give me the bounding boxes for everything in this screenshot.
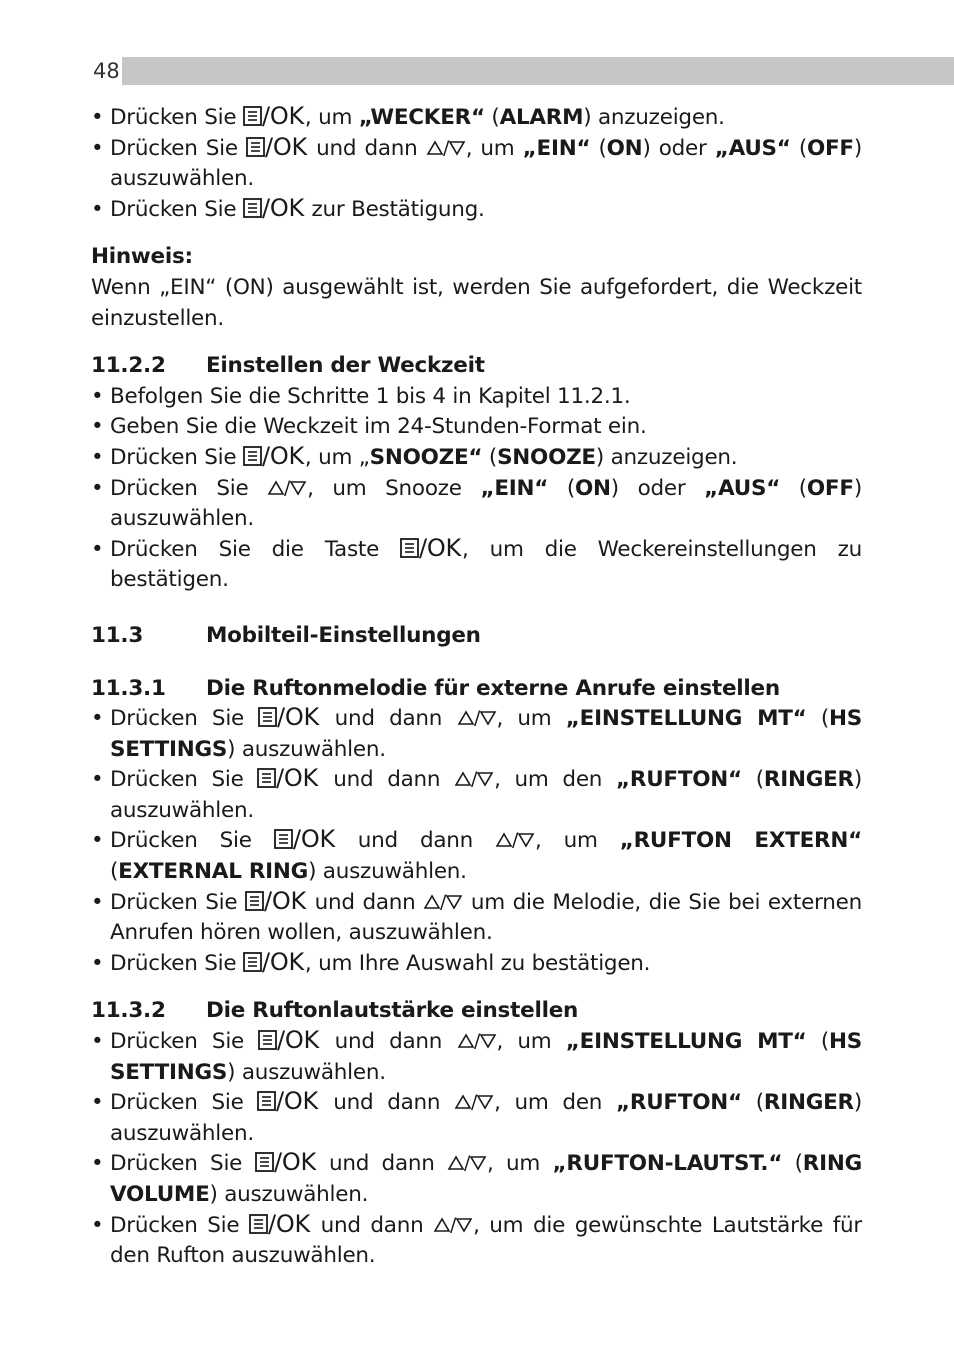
- nav-separator: /: [440, 893, 447, 910]
- nav-separator: /: [473, 1033, 480, 1050]
- list-item: • Drücken Sie /OK und dann / , um „EINSTELLUNG MT“ (HS SETTINGS) auszuwählen.: [91, 704, 862, 765]
- ok-key-label: /OK: [261, 195, 304, 220]
- section-heading: 11.3 Mobilteil-Einstellungen: [91, 622, 481, 648]
- ok-key-label: /OK: [264, 888, 306, 913]
- nav-separator: /: [464, 1155, 471, 1172]
- menu-ok-key-icon: [255, 1150, 317, 1174]
- list-item: • Drücken Sie /OK und dann / , um „RUFTON-LAUTST.“ (RING VOLUME) auszuwählen.: [91, 1149, 862, 1210]
- section-heading: 11.2.2 Einstellen der Weckzeit: [91, 353, 485, 379]
- section-11-3-1: [91, 674, 862, 980]
- up-down-arrow-icon: [433, 1217, 473, 1233]
- menu-ok-key-icon: [243, 104, 305, 128]
- up-down-arrow-icon: [423, 894, 463, 910]
- up-down-arrow-icon: [454, 771, 494, 787]
- menu-ok-key-icon: [243, 196, 305, 220]
- ok-key-label: /OK: [292, 827, 335, 852]
- note-block: [91, 242, 862, 334]
- up-down-arrow-icon: [267, 480, 307, 496]
- nav-separator: /: [471, 771, 478, 788]
- list-item: • Drücken Sie /OK und dann / um die Melodie, die Sie bei externen Anrufen hören wollen, auszuwählen.: [91, 888, 862, 949]
- ok-key-label: /OK: [265, 134, 307, 159]
- section-11-3-2: [91, 996, 862, 1271]
- menu-ok-key-icon: [257, 1089, 319, 1113]
- note-text: Wenn „EIN“ (ON) ausgewählt ist, werden Sie aufgefordert, die Weckzeit einzustellen.: [91, 274, 862, 331]
- section-11-2-2: [91, 351, 862, 596]
- ok-key-label: /OK: [261, 949, 304, 974]
- menu-ok-key-icon: [258, 1028, 320, 1052]
- nav-separator: /: [284, 479, 291, 496]
- list-item: • Drücken Sie /OK zur Bestätigung.: [91, 195, 862, 226]
- menu-ok-key-icon: [257, 766, 319, 790]
- list-item: • Drücken Sie /OK , um „WECKER“ (ALARM) anzuzeigen.: [91, 103, 862, 134]
- up-down-arrow-icon: [447, 1155, 487, 1171]
- page-header-bar: [90, 57, 954, 85]
- ok-key-label: /OK: [276, 1089, 319, 1114]
- nav-separator: /: [473, 710, 480, 727]
- ok-key-label: /OK: [267, 1211, 310, 1236]
- menu-ok-key-icon: [249, 1212, 311, 1236]
- alarm-steps-list: [91, 103, 862, 225]
- ok-key-label: /OK: [273, 1150, 316, 1175]
- list-item: • Drücken Sie /OK und dann / , um „EIN“ (ON) oder „AUS“ (OFF) auszuwählen.: [91, 134, 862, 195]
- up-down-arrow-icon: [495, 832, 535, 848]
- up-down-arrow-icon: [426, 140, 466, 156]
- list-item: • Drücken Sie /OK und dann / , um die gewünschte Lautstärke für den Rufton auszuwählen.: [91, 1211, 862, 1272]
- up-down-arrow-icon: [457, 1033, 497, 1049]
- nav-separator: /: [471, 1094, 478, 1111]
- menu-ok-key-icon: [246, 135, 308, 159]
- up-down-arrow-icon: [454, 1094, 494, 1110]
- list-item: • Geben Sie die Weckzeit im 24-Stunden-Format ein.: [91, 412, 862, 443]
- list-item: • Drücken Sie /OK und dann / , um den „RUFTON“ (RINGER) auszuwählen.: [91, 1088, 862, 1149]
- list-item: • Drücken Sie /OK und dann / , um den „RUFTON“ (RINGER) auszuwählen.: [91, 765, 862, 826]
- menu-ok-key-icon: [258, 705, 320, 729]
- page-number: 48: [90, 57, 122, 85]
- ok-key-label: /OK: [261, 443, 304, 468]
- menu-ok-key-icon: [274, 827, 336, 851]
- ok-key-label: /OK: [261, 104, 304, 128]
- list-item: • Drücken Sie /OK , um „SNOOZE“ (SNOOZE) anzuzeigen.: [91, 443, 862, 474]
- menu-ok-key-icon: [245, 889, 307, 913]
- menu-ok-key-icon: [243, 444, 305, 468]
- ok-key-label: /OK: [277, 1028, 320, 1053]
- section-heading: 11.3.1 Die Ruftonmelodie für externe Anrufe einstellen: [91, 675, 780, 701]
- menu-ok-key-icon: [243, 950, 305, 974]
- menu-ok-key-icon: [400, 536, 462, 560]
- list-item: • Drücken Sie / , um Snooze „EIN“ (ON) oder „AUS“ (OFF) auszuwählen.: [91, 474, 862, 535]
- ok-key-label: /OK: [276, 766, 319, 791]
- section-11-3: [91, 621, 862, 652]
- nav-separator: /: [442, 139, 449, 156]
- nav-separator: /: [512, 832, 519, 849]
- list-item: • Drücken Sie /OK und dann / , um „EINSTELLUNG MT“ (HS SETTINGS) auszuwählen.: [91, 1027, 862, 1088]
- ok-key-label: /OK: [419, 535, 461, 560]
- ok-key-label: /OK: [277, 705, 320, 730]
- nav-separator: /: [450, 1216, 457, 1233]
- manual-content: [91, 103, 862, 1272]
- up-down-arrow-icon: [457, 710, 497, 726]
- note-title: Hinweis:: [91, 244, 193, 270]
- list-item: • Drücken Sie /OK , um Ihre Auswahl zu bestätigen.: [91, 949, 862, 980]
- list-item: • Drücken Sie /OK und dann / , um „RUFTON EXTERN“ (EXTERNAL RING) auszuwählen.: [91, 826, 862, 887]
- list-item: • Befolgen Sie die Schritte 1 bis 4 in Kapitel 11.2.1.: [91, 382, 862, 413]
- list-item: • Drücken Sie die Taste /OK , um die Weckereinstellungen zu bestätigen.: [91, 535, 862, 596]
- section-heading: 11.3.2 Die Ruftonlautstärke einstellen: [91, 998, 579, 1024]
